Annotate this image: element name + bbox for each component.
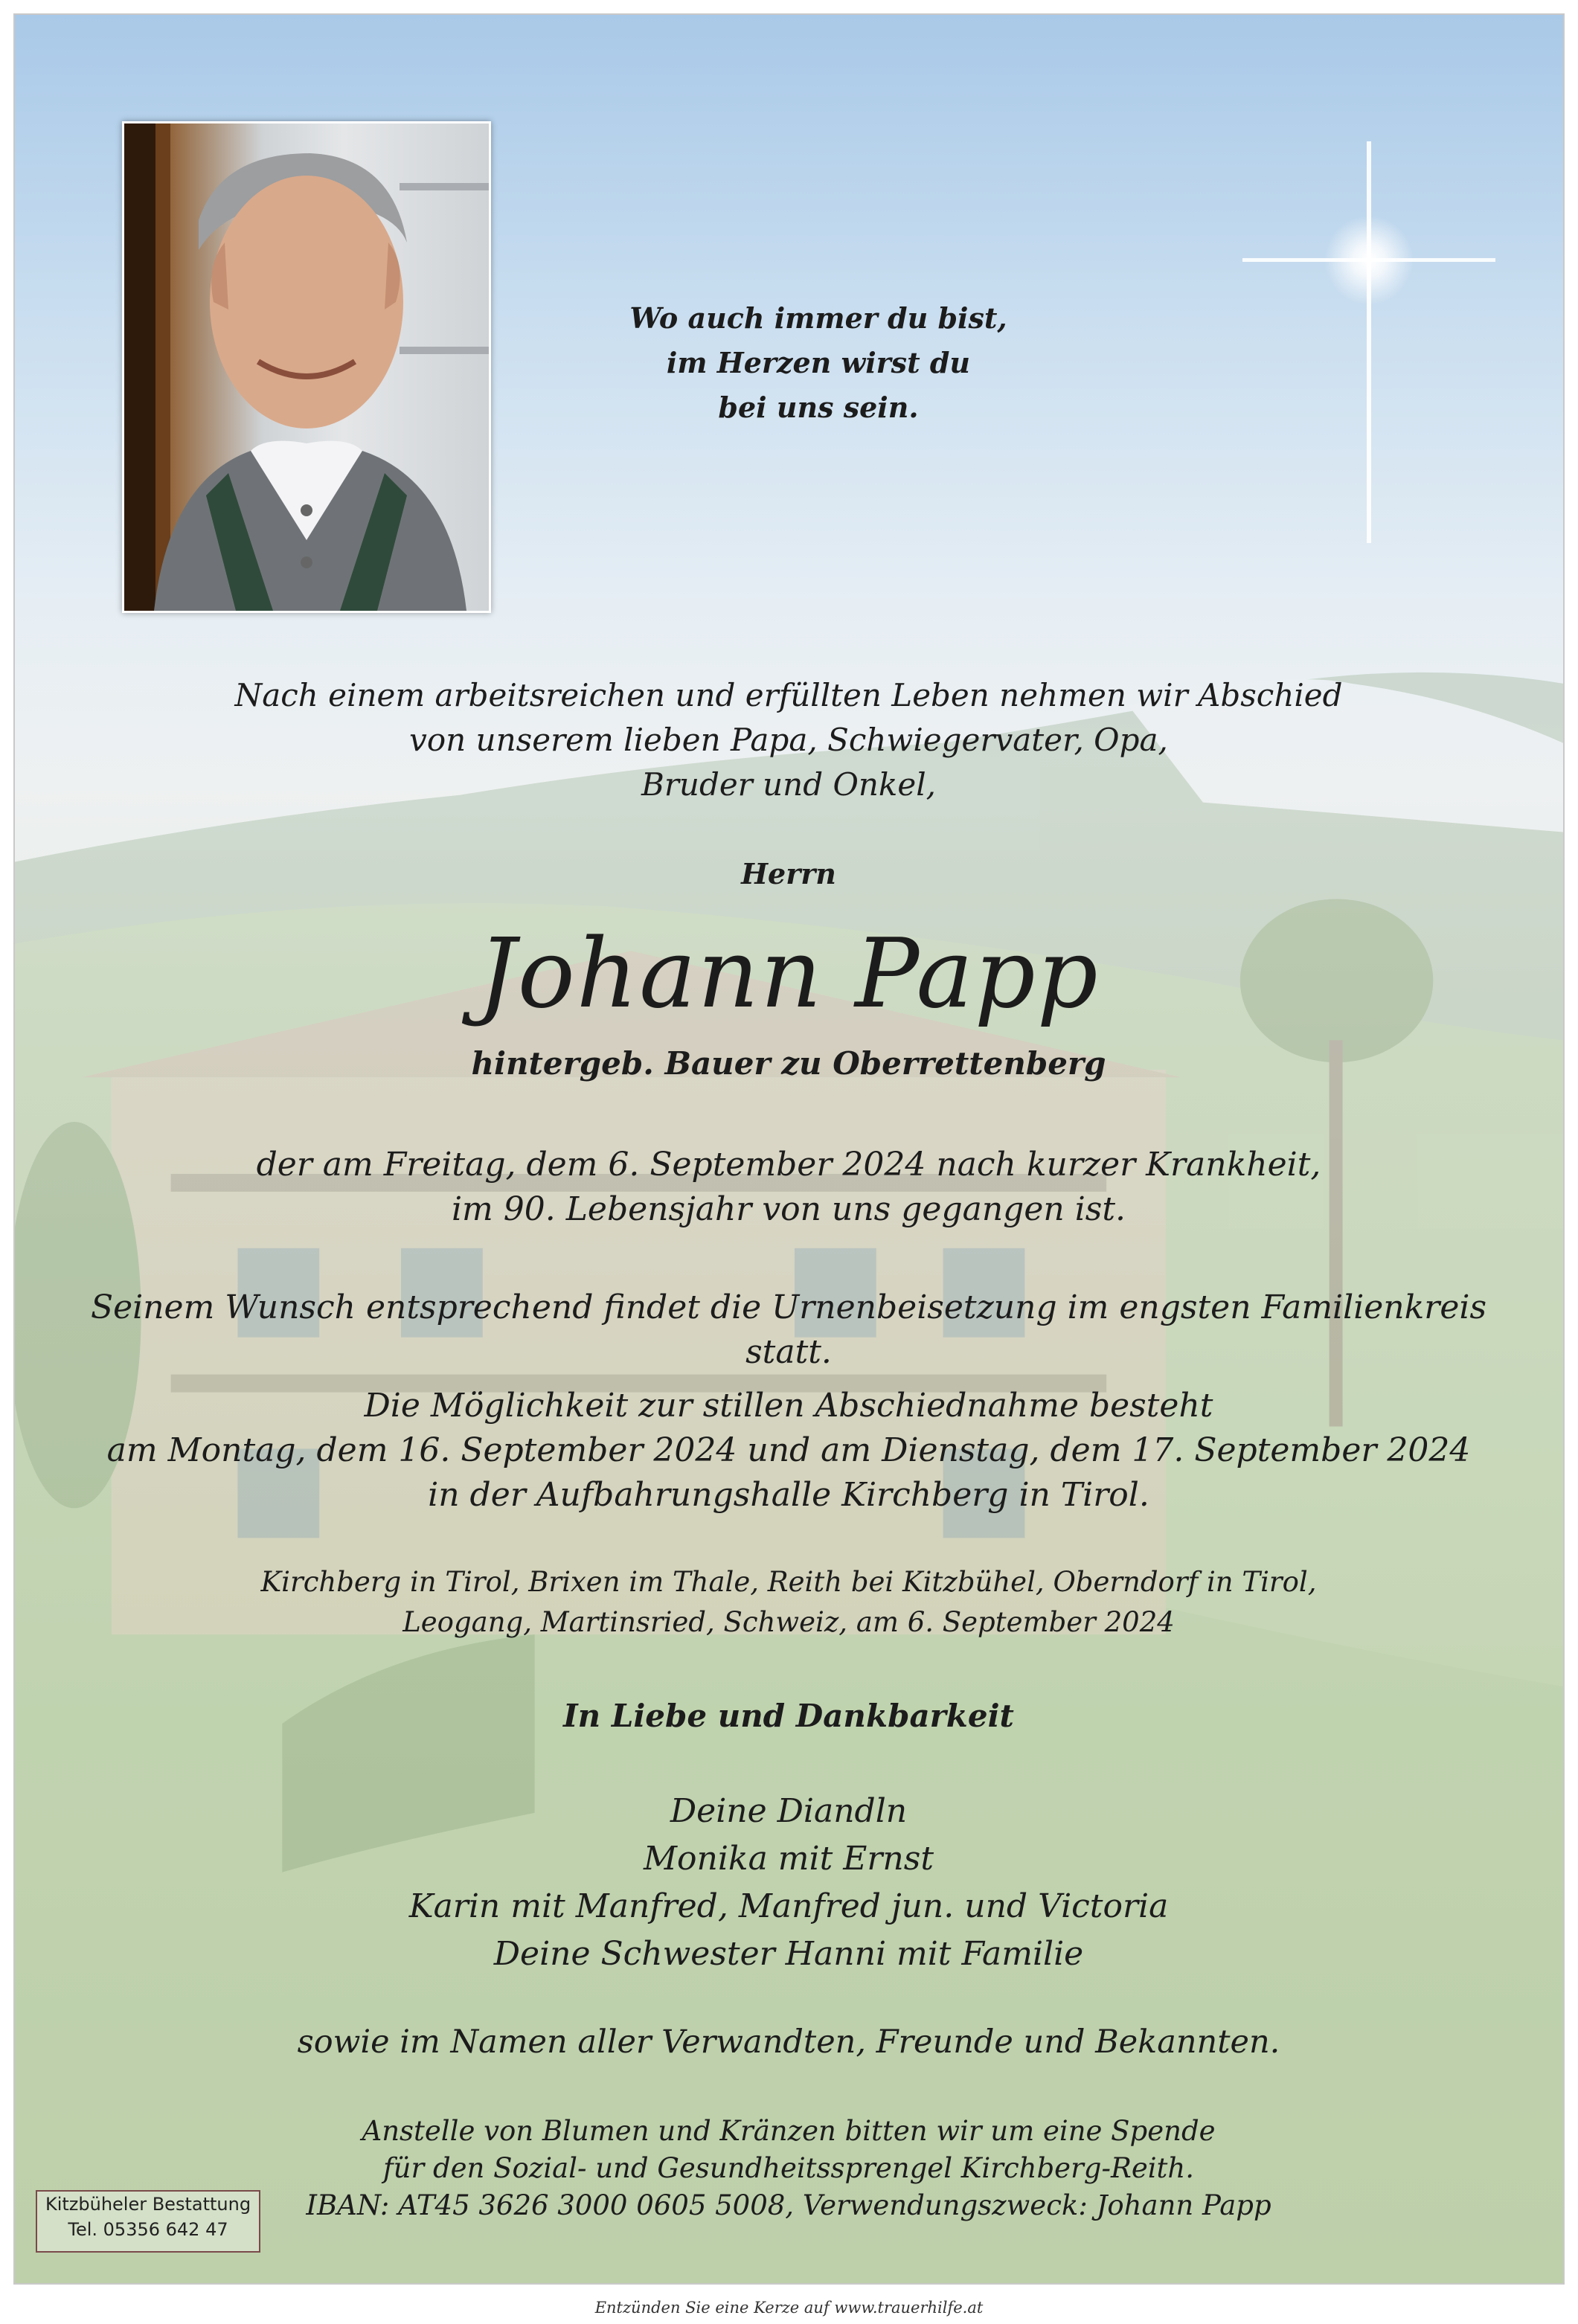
footer-candle-link[interactable]: Entzünden Sie eine Kerze auf www.trauerhilfe.at <box>594 2299 984 2317</box>
farewell-line: am Montag, dem 16. September 2024 und am Dienstag, dem 17. September 2024 <box>106 1431 1471 1469</box>
donation-line: Anstelle von Blumen und Kränzen bitten wir um eine Spende <box>362 2115 1216 2147</box>
intro-text <box>45 673 1533 807</box>
family-list <box>45 1788 1533 1978</box>
portrait-photo <box>122 121 491 613</box>
funeral-home-phone: Tel. 05356 642 47 <box>68 2219 228 2240</box>
verse-line: Wo auch immer du bist, <box>629 301 1007 335</box>
verse-line: im Herzen wirst du <box>666 346 971 379</box>
funeral-home-name: Kitzbüheler Bestattung <box>45 2194 251 2215</box>
intro-line: von unserem lieben Papa, Schwiegervater, Opa, <box>409 722 1168 758</box>
death-line: im 90. Lebensjahr von uns gegangen ist. <box>451 1190 1126 1228</box>
donation-line: für den Sozial- und Gesundheitssprengel Kirchberg-Reith. <box>382 2152 1195 2184</box>
love-line: In Liebe und Dankbarkeit <box>563 1698 1014 1734</box>
farewell-info <box>45 1384 1533 1518</box>
death-notice <box>45 1143 1533 1232</box>
deceased-name: Johann Papp <box>478 919 1100 1030</box>
intro-line: Bruder und Onkel, <box>641 766 937 803</box>
places-line: Kirchberg in Tirol, Brixen im Thale, Reith bei Kitzbühel, Oberndorf in Tirol, <box>260 1566 1317 1598</box>
family-member: Monika mit Ernst <box>643 1840 934 1878</box>
family-member: Karin mit Manfred, Manfred jun. und Victoria <box>408 1887 1169 1925</box>
intro-line: Nach einem arbeitsreichen und erfüllten Leben nehmen wir Abschied <box>234 677 1343 713</box>
donation-line: IBAN: AT45 3626 3000 0605 5008, Verwendungszweck: Johann Papp <box>306 2189 1271 2221</box>
deceased-title: hintergeb. Bauer zu Oberrettenberg <box>471 1045 1106 1082</box>
salutation: Herrn <box>741 857 836 890</box>
funeral-home-logo <box>36 2190 260 2253</box>
places-date <box>45 1562 1533 1643</box>
death-line: der am Freitag, dem 6. September 2024 nach kurzer Krankheit, <box>256 1146 1321 1184</box>
memorial-verse <box>536 296 1101 430</box>
donation-request <box>45 2113 1533 2224</box>
cross-star-icon <box>1235 126 1503 573</box>
verse-line: bei uns sein. <box>718 391 919 424</box>
family-member: Deine Diandln <box>670 1792 908 1830</box>
farewell-line: Die Möglichkeit zur stillen Abschiednahme besteht <box>364 1387 1213 1425</box>
family-member: Deine Schwester Hanni mit Familie <box>493 1935 1084 1973</box>
burial-wish: Seinem Wunsch entsprechend findet die Urnenbeisetzung im engsten Familienkreis statt. <box>90 1288 1487 1371</box>
farewell-line: in der Aufbahrungshalle Kirchberg in Tirol. <box>428 1476 1149 1514</box>
places-line: Leogang, Martinsried, Schweiz, am 6. September 2024 <box>402 1606 1175 1638</box>
relatives-line: sowie im Namen aller Verwandten, Freunde und Bekannten. <box>297 2023 1280 2061</box>
